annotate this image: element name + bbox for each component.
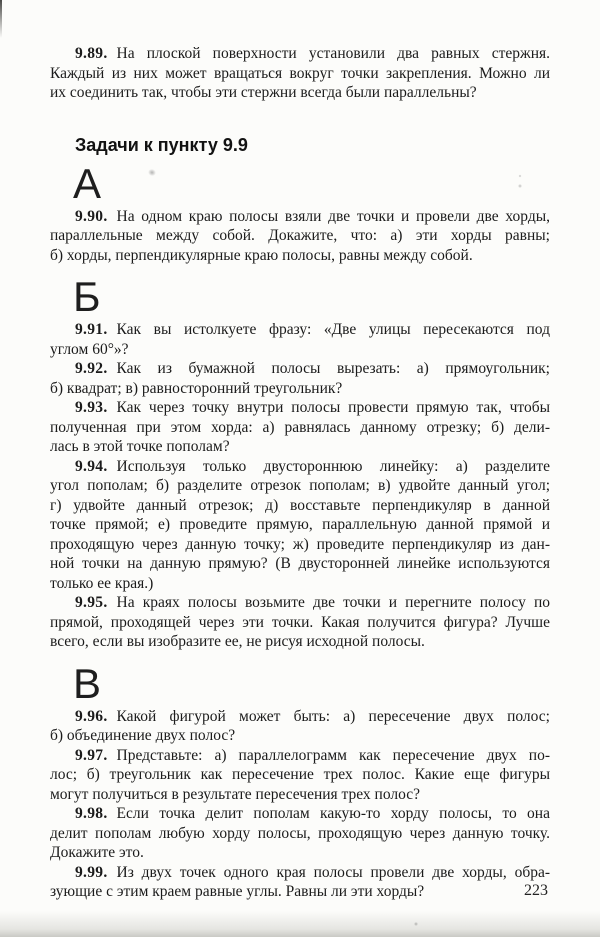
problem-text-line: только ее края.): [50, 574, 154, 592]
problem-text-line: [50, 207, 550, 227]
page-number: 223: [524, 882, 548, 899]
problem-line-text: Если точка делит пополам какую-то хорду полосы, то она: [116, 805, 550, 822]
problem-9-96: [50, 707, 550, 746]
problem-9-94: [50, 457, 550, 594]
problem-text-line: проходящую через данную точку; ж) проведите перпендикуляр из дан-: [50, 535, 550, 553]
problem-text-line: [50, 320, 550, 340]
problem-text-line: полученная при этом хорда: а) равнялась данному отрезку; б) дели-: [50, 418, 550, 436]
problem-text-line: точке прямой; е) проведите прямую, параллельную данной прямой и: [50, 516, 550, 533]
problem-text-line: лос; б) треугольник как пересечение трех полос. Какие еще фигуры: [50, 766, 550, 783]
problem-text-line: б) объединение двух полос?: [50, 727, 236, 744]
problem-text-line: лась в этой точке пополам?: [50, 438, 230, 455]
section-letter-v: В: [73, 659, 102, 707]
problem-text-line: [50, 398, 550, 418]
problem-line-text: Как вы истолкуете фразу: «Две улицы пересекаются под: [116, 321, 550, 338]
problem-number: 9.91.: [75, 321, 108, 338]
problem-text-line: [50, 593, 550, 613]
problem-text-line: [50, 707, 550, 727]
problem-line-text: Представьте: а) параллелограмм как пересечение двух по-: [116, 746, 550, 764]
problem-line-text: На плоской поверхности установили два равных стержня.: [116, 45, 550, 62]
problem-number: 9.97.: [75, 746, 108, 764]
problem-text-line: прямой, проходящей через эти точки. Какая получится фигура? Лучше: [50, 613, 550, 631]
problem-text-line: Докажите это.: [50, 844, 144, 861]
problem-number: 9.93.: [75, 399, 108, 416]
problem-text-line: г) удвойте данный отрезок; д) восставьте перпендикуляр в данной: [50, 496, 550, 514]
scan-edge-artifact: [0, 0, 2, 38]
problem-line-text: На краях полосы возьмите две точки и перегните полосу по: [116, 594, 550, 611]
problem-number: 9.99.: [75, 863, 108, 881]
problem-text-line: ной точки на данную прямую? (В двусторонней линейке используются: [50, 555, 550, 572]
bottom-scan-shadow: [0, 911, 600, 937]
problem-text-line: делит пополам любую хорду полосы, проходящую через данную точку.: [50, 824, 550, 842]
problem-number: 9.96.: [75, 707, 108, 725]
problem-line-text: Из двух точек одного края полосы провели две хорды, обра-: [116, 863, 550, 881]
section-letter-a: А: [73, 159, 102, 207]
problem-9-97: [50, 746, 550, 805]
problem-9-98: [50, 804, 550, 863]
problem-text-line: [50, 44, 550, 64]
problem-9-90: [50, 207, 550, 266]
problem-text-line: [50, 746, 550, 766]
problem-text-line: угол пополам; б) разделите отрезок пополам; в) удвойте данный угол;: [50, 477, 550, 494]
problem-text-line: всего, если вы изобразите ее, не рисуя исходной полосы.: [50, 633, 425, 650]
problem-text-line: [50, 863, 550, 883]
problem-text-line: б) квадрат; в) равносторонний треугольник?: [50, 379, 343, 397]
problem-line-text: Как через точку внутри полосы провести прямую так, чтобы: [116, 399, 550, 416]
problem-text-line: их соединить так, чтобы эти стержни всегда были параллельны?: [50, 84, 477, 101]
problem-text-line: могут получиться в результате пересечения трех полос?: [50, 785, 421, 803]
problem-text-line: б) хорды, перпендикулярные краю полосы, равны между собой.: [50, 246, 473, 264]
problem-9-91: [50, 320, 550, 359]
problem-9-89: [50, 44, 550, 103]
problem-number: 9.90.: [75, 207, 108, 225]
problem-9-92: [50, 359, 550, 398]
problem-text-line: зующие с этим краем равные углы. Равны ли эти хорды?: [50, 883, 425, 900]
problem-9-93: [50, 398, 550, 457]
problem-line-text: Как из бумажной полосы вырезать: а) прямоугольник;: [116, 360, 550, 377]
problem-line-text: На одном краю полосы взяли две точки и провели две хорды,: [116, 207, 550, 225]
problem-text-line: [50, 359, 550, 379]
problem-number: 9.92.: [75, 360, 108, 377]
problem-text-line: Каждый из них может вращаться вокруг точки закрепления. Можно ли: [50, 64, 550, 82]
problem-number: 9.94.: [75, 457, 108, 475]
problem-text-line: [50, 457, 550, 477]
section-letter-b: Б: [73, 273, 101, 320]
problem-number: 9.95.: [75, 594, 108, 611]
problem-line-text: Какой фигурой может быть: а) пересечение двух полос;: [116, 707, 550, 725]
problem-number: 9.89.: [75, 45, 108, 62]
problem-text-line: [50, 804, 550, 824]
problem-text-line: углом 60°»?: [50, 340, 129, 358]
page-content: [50, 44, 550, 902]
problem-9-95: [50, 593, 550, 652]
problem-number: 9.98.: [75, 805, 108, 822]
problem-text-line: параллельные между собой. Докажите, что: а) эти хорды равны;: [50, 227, 550, 244]
problem-9-99: [50, 863, 550, 902]
section-heading: Задачи к пункту 9.9: [75, 134, 248, 155]
problem-line-text: Используя только двустороннюю линейку: а) разделите: [116, 457, 550, 475]
